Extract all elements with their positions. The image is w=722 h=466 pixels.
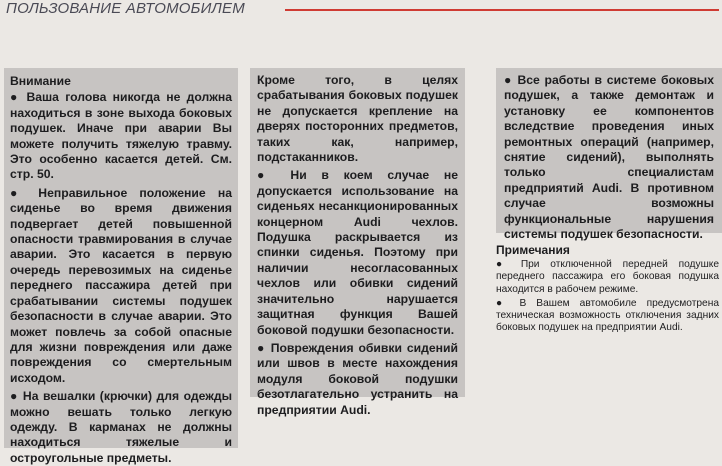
warning-paragraph: ● На вешалки (крючки) для одежды можно вешать только легкую одежду. В карманах не должны находиться тяжелые и остроугольные предметы. xyxy=(10,389,232,465)
warning-paragraph: ● Все работы в системе боковых подушек, а также демонтаж и установку ее компонентов вследствие проведения иных ремонтных операций (например, снятие сидений), выполнять только специалистам предприятий Audi. В противном случае возможны функциональные нарушения системы подушек безопасности. xyxy=(504,73,714,242)
warning-paragraph: ● Ни в коем случае не допускается использование на сиденьях несанкционированных концерном Audi чехлов. Подушка раскрывается из спинки сиденья. Поэтому при наличии несогласованных чехлов или обивки сидений значительно нарушается защитная функция Вашей боковой подушки безопасности. xyxy=(257,168,458,337)
warning-paragraph: Кроме того, в целях срабатывания боковых подушек не допускается крепление на дверях посторонних предметов, таких как, например, подстаканников. xyxy=(257,73,458,165)
notes-section xyxy=(496,244,719,336)
header-rule xyxy=(285,9,719,11)
warning-box-column-3 xyxy=(496,68,722,242)
warning-paragraph: ● Неправильное положение на сиденье во время движения подвергает детей повышенной опасности травмирования в случае аварии. Это касается в первую очередь перевозимых на сиденье переднего пассажира детей при срабатывании системы подушек безопасности в случае аварии. Это может повлечь за собой опасные для жизни повреждения или даже повреждения со смертельным исходом. xyxy=(10,185,232,385)
notes-heading: Примечания xyxy=(496,243,570,257)
page-header xyxy=(0,0,719,22)
section-title: ПОЛЬЗОВАНИЕ АВТОМОБИЛЕМ xyxy=(6,0,245,17)
warning-heading: Внимание xyxy=(10,74,71,88)
warning-box-column-1 xyxy=(4,68,238,465)
note-item: ● В Вашем автомобиле предусмотрена техническая возможность отключения задних боковых подушек на предприятии Audi. xyxy=(496,297,719,334)
warning-paragraph: ● Ваша голова никогда не должна находиться в зоне выхода боковых подушек. Иначе при аварии Вы можете получить тяжелую травму. Это особенно касается детей. См. стр. 50. xyxy=(10,90,232,182)
warning-box-column-2 xyxy=(250,68,465,417)
warning-paragraph: ● Повреждения обивки сидений или швов в месте нахождения модуля боковой подушки безотлагательно устранить на предприятии Audi. xyxy=(257,340,458,417)
note-item: ● При отключенной передней подушке переднего пассажира его боковая подушка находится в рабочем режиме. xyxy=(496,259,719,295)
